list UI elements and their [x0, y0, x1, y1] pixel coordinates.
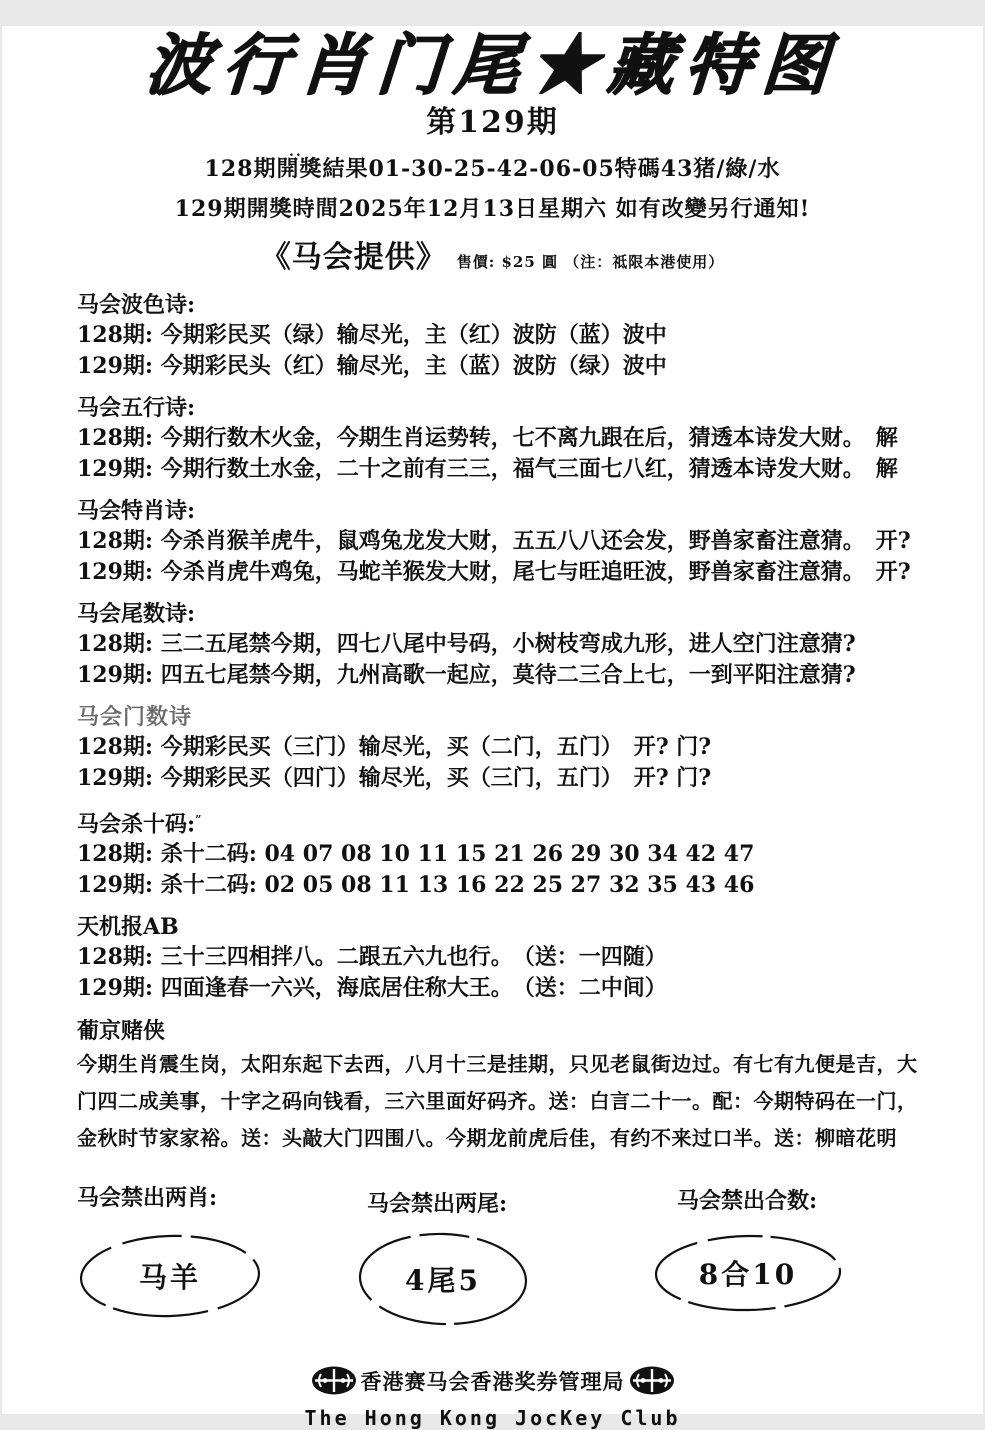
section-tail-number-poem — [77, 599, 923, 691]
forbidden-tails-label: 马会禁出两尾: — [367, 1191, 508, 1218]
hkjc-logo-icon — [311, 1365, 357, 1396]
poem-row-129: 129期: 四面逢春一六兴，海底居住称大王。 （送：二中间） — [77, 975, 667, 1002]
poem-row-128: 128期: 三二五尾禁今期，四七八尾中号码，小树枝弯成九形，进人空门注意猜? — [77, 631, 856, 657]
section-heading: 马会波色诗: — [77, 292, 196, 318]
provider-name: 《马会提供》 — [260, 240, 447, 275]
poem-row-128: 128期: 今期行数木火金，今期生肖运势转，七不离九跟在后，猜透本诗发大财。 解 — [77, 425, 898, 451]
section-heading: 马会五行诗: — [77, 395, 196, 421]
section-heading: 马会门数诗 — [77, 704, 193, 730]
poem-row-128: 128期: 三十三四相拌八。二跟五六九也行。 （送：一四随） — [77, 944, 667, 971]
pujing-line-2: 门四二成美事，十字之码向钱看，三六里面好码齐。送：白言二十一。配：今期特码在一门， — [77, 1089, 918, 1114]
poem-row-128: 128期: 今杀肖猴羊虎牛，鼠鸡兔龙发大财，五五八八还会发，野兽家畜注意猜。 开? — [77, 528, 911, 554]
forbidden-sum-value: 8合10 — [698, 1258, 798, 1292]
poem-row-129: 129期: 今杀肖虎牛鸡兔，马蛇羊猴发大财，尾七与旺追旺波，野兽家畜注意猜。 开? — [77, 559, 911, 585]
draw-time-line: 129期開獎時間2025年12月13日星期六 如有改變另行通知! — [174, 196, 811, 222]
killed-numbers-row-129: 129期: 杀十二码: 02 05 08 11 13 16 22 25 27 32 35 43 46 — [77, 872, 755, 899]
forbidden-zodiac-value: 马羊 — [138, 1261, 201, 1295]
previous-result-line: 128期開獎結果01-30-25-42-06-05特碼43猪/綠/水 — [204, 156, 781, 182]
pujing-line-1: 今期生肖震生岗，太阳东起下去西，八月十三是挂期，只见老鼠街边过。有七有九便是吉，大 — [77, 1052, 918, 1077]
page-title: 波行肖门尾★藏特图 — [143, 26, 842, 104]
section-five-elements-poem — [77, 393, 923, 485]
poem-row-129: 129期: 四五七尾禁今期，九州高歌一起应，莫待二三合上七，一到平阳注意猜? — [77, 662, 856, 688]
poem-row-129: 129期: 今期彩民买（四门）输尽光，买（三门，五门） 开? 门? — [77, 765, 712, 791]
scan-artifact-dots: .. — [289, 144, 303, 160]
section-heading: 马会尾数诗: — [77, 601, 196, 627]
issue-number: 第129期 — [426, 105, 559, 140]
forbidden-row — [2, 1181, 983, 1339]
section-heading: 马会特肖诗: — [77, 498, 196, 524]
section-door-number-poem — [77, 702, 923, 794]
hkjc-logo-icon — [629, 1365, 675, 1396]
section-heading-text: 马会杀十码: — [77, 811, 196, 838]
footer-org-name: 香港赛马会香港奖券管理局 — [360, 1368, 625, 1394]
section-wave-color-poem — [77, 290, 923, 382]
forbidden-zodiac-oval — [77, 1233, 263, 1319]
section-tianji-report — [77, 912, 923, 1004]
killed-numbers-row-128: 128期: 杀十二码: 04 07 08 10 11 15 21 26 29 30 34 42 47 — [77, 841, 755, 868]
footer — [2, 1365, 983, 1430]
section-heading — [77, 805, 923, 839]
footer-org-name-english: The Hong Kong JocKey Club — [304, 1406, 681, 1430]
forbidden-zodiac-label: 马会禁出两肖: — [77, 1185, 218, 1212]
forbidden-tails-oval — [357, 1231, 529, 1327]
header — [2, 26, 983, 276]
scan-artifact-marks: ” — [195, 813, 202, 826]
poem-row-128: 128期: 今期彩民买（三门）输尽光，买（二门，五门） 开? 门? — [77, 734, 712, 760]
section-heading: 天机报AB — [77, 914, 179, 941]
footer-org-line — [2, 1365, 983, 1396]
section-heading: 葡京赌侠 — [77, 1018, 166, 1045]
section-killed-numbers — [77, 805, 923, 901]
poem-row-128: 128期: 今期彩民买（绿）输尽光，主（红）波防（蓝）波中 — [77, 322, 667, 348]
forbidden-tails-value: 4尾5 — [405, 1264, 481, 1298]
tip-sheet-page — [2, 26, 983, 1430]
forbidden-sum-oval — [652, 1233, 844, 1313]
section-pujing-gambler — [77, 1016, 923, 1157]
poem-row-129: 129期: 今期行数土水金，二十之前有三三，福气三面七八红，猜透本诗发大财。 解 — [77, 456, 898, 482]
section-special-zodiac-poem — [77, 496, 923, 588]
price-note: 售價: $25 圓 （注：祗限本港使用） — [456, 253, 725, 271]
poems-body — [2, 290, 983, 1157]
poem-row-129: 129期: 今期彩民头（红）输尽光，主（蓝）波防（绿）波中 — [77, 353, 667, 379]
forbidden-sum-label: 马会禁出合数: — [677, 1188, 818, 1215]
provider-line — [2, 232, 983, 276]
pujing-line-3: 金秋时节家家裕。送：头敲大门四围八。今期龙前虎后佳，有约不来过口半。送：柳暗花明 — [77, 1126, 897, 1151]
